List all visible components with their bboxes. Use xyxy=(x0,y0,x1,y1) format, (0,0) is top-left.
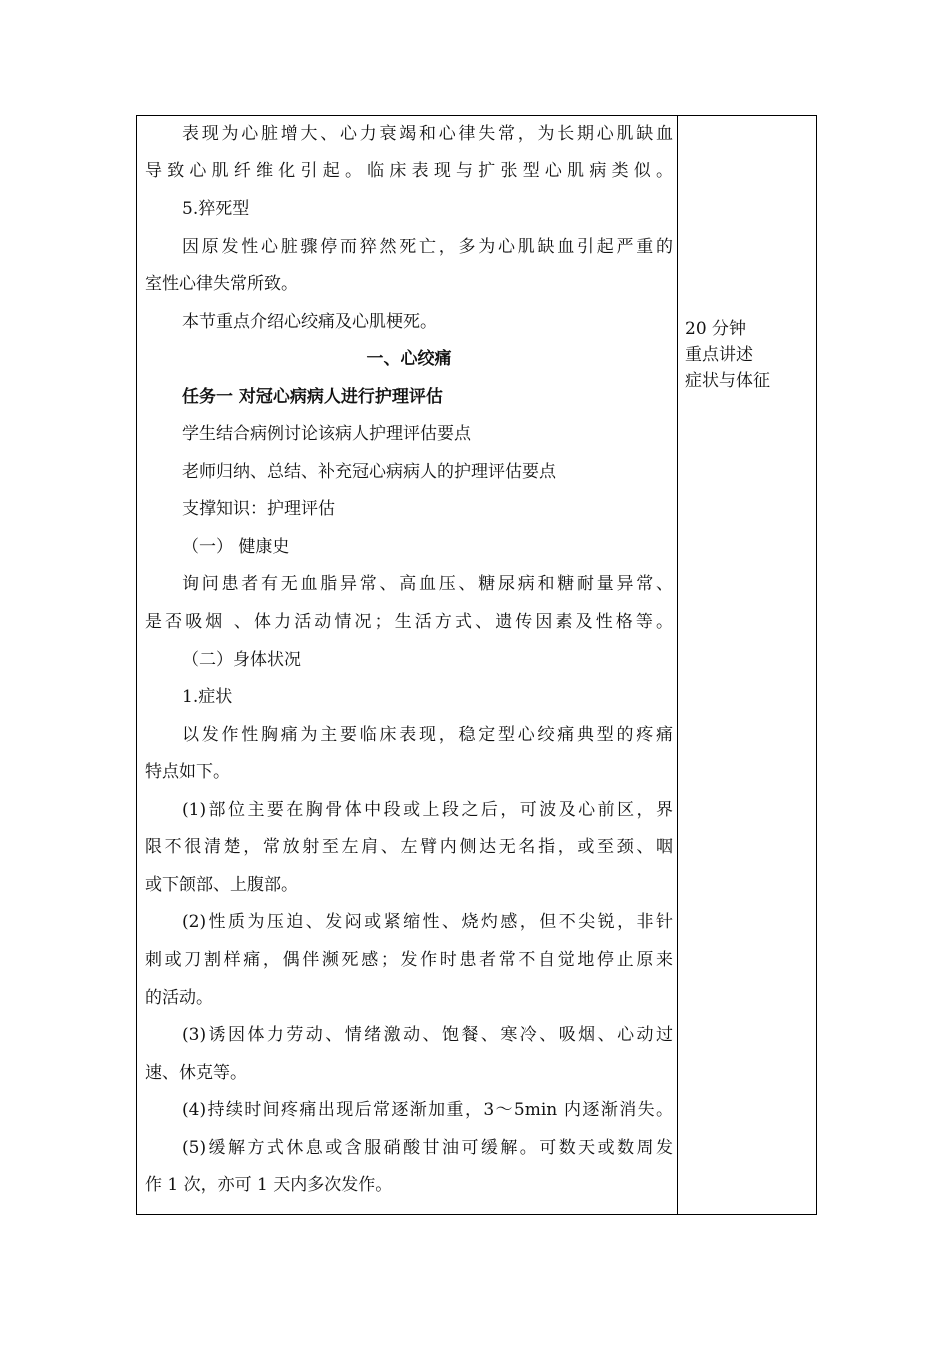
paragraph-line: (3)诱因体力劳动、情绪激动、饱餐、寒冷、吸烟、心动过 xyxy=(182,1025,673,1045)
subheading-symptoms: 1.症状 xyxy=(182,687,233,707)
paragraph-line: 速、休克等。 xyxy=(145,1063,247,1083)
time-note: 20 分钟 xyxy=(685,319,747,339)
paragraph-line: (5)缓解方式休息或含服硝酸甘油可缓解。可数天或数周发 xyxy=(182,1138,673,1158)
subheading-physical: （二）身体状况 xyxy=(182,650,301,670)
paragraph-line: 特点如下。 xyxy=(145,762,230,782)
paragraph-line: 老师归纳、总结、补充冠心病病人的护理评估要点 xyxy=(182,462,556,482)
subheading-history: （一） 健康史 xyxy=(182,537,290,557)
paragraph-line: (4)持续时间疼痛出现后常逐渐加重，3～5min 内逐渐消失。 xyxy=(182,1100,673,1120)
task-heading: 任务一 对冠心病病人进行护理评估 xyxy=(182,387,443,407)
paragraph-line: 的活动。 xyxy=(145,988,213,1008)
paragraph-line: 学生结合病例讨论该病人护理评估要点 xyxy=(182,424,471,444)
paragraph-line: 询问患者有无血脂异常、高血压、糖尿病和糖耐量异常、 xyxy=(182,574,673,594)
paragraph-line: 以发作性胸痛为主要临床表现，稳定型心绞痛典型的疼痛 xyxy=(182,725,673,745)
paragraph-line: 因原发性心脏骤停而猝然死亡，多为心肌缺血引起严重的 xyxy=(182,237,673,257)
paragraph-line: (2)性质为压迫、发闷或紧缩性、烧灼感，但不尖锐，非针 xyxy=(182,912,673,932)
subheading-sudden-death: 5.猝死型 xyxy=(182,199,250,219)
column-divider xyxy=(677,116,678,1214)
paragraph-line: 作 1 次，亦可 1 天内多次发作。 xyxy=(145,1175,393,1195)
paragraph-line: 限不很清楚，常放射至左肩、左臂内侧达无名指，或至颈、咽 xyxy=(145,837,673,857)
paragraph-line: (1)部位主要在胸骨体中段或上段之后，可波及心前区，界 xyxy=(182,800,673,820)
paragraph-line: 室性心律失常所致。 xyxy=(145,274,298,294)
paragraph-line: 刺或刀割样痛，偶伴濒死感；发作时患者常不自觉地停止原来 xyxy=(145,950,673,970)
paragraph-line: 本节重点介绍心绞痛及心肌梗死。 xyxy=(182,312,437,332)
paragraph-line: 或下颌部、上腹部。 xyxy=(145,875,298,895)
paragraph-line: 是否吸烟 、体力活动情况；生活方式、遗传因素及性格等。 xyxy=(145,612,673,632)
paragraph-line: 导致心肌纤维化引起。临床表现与扩张型心肌病类似。 xyxy=(145,161,673,181)
notes-column xyxy=(685,316,813,394)
topic-note: 症状与体征 xyxy=(685,371,770,391)
paragraph-line: 支撑知识：护理评估 xyxy=(182,499,335,519)
paragraph-line: 表现为心脏增大、心力衰竭和心律失常，为长期心肌缺血 xyxy=(182,124,673,144)
focus-note: 重点讲述 xyxy=(685,345,753,365)
section-heading: 一、心绞痛 xyxy=(366,349,452,369)
lesson-table xyxy=(136,115,817,1215)
